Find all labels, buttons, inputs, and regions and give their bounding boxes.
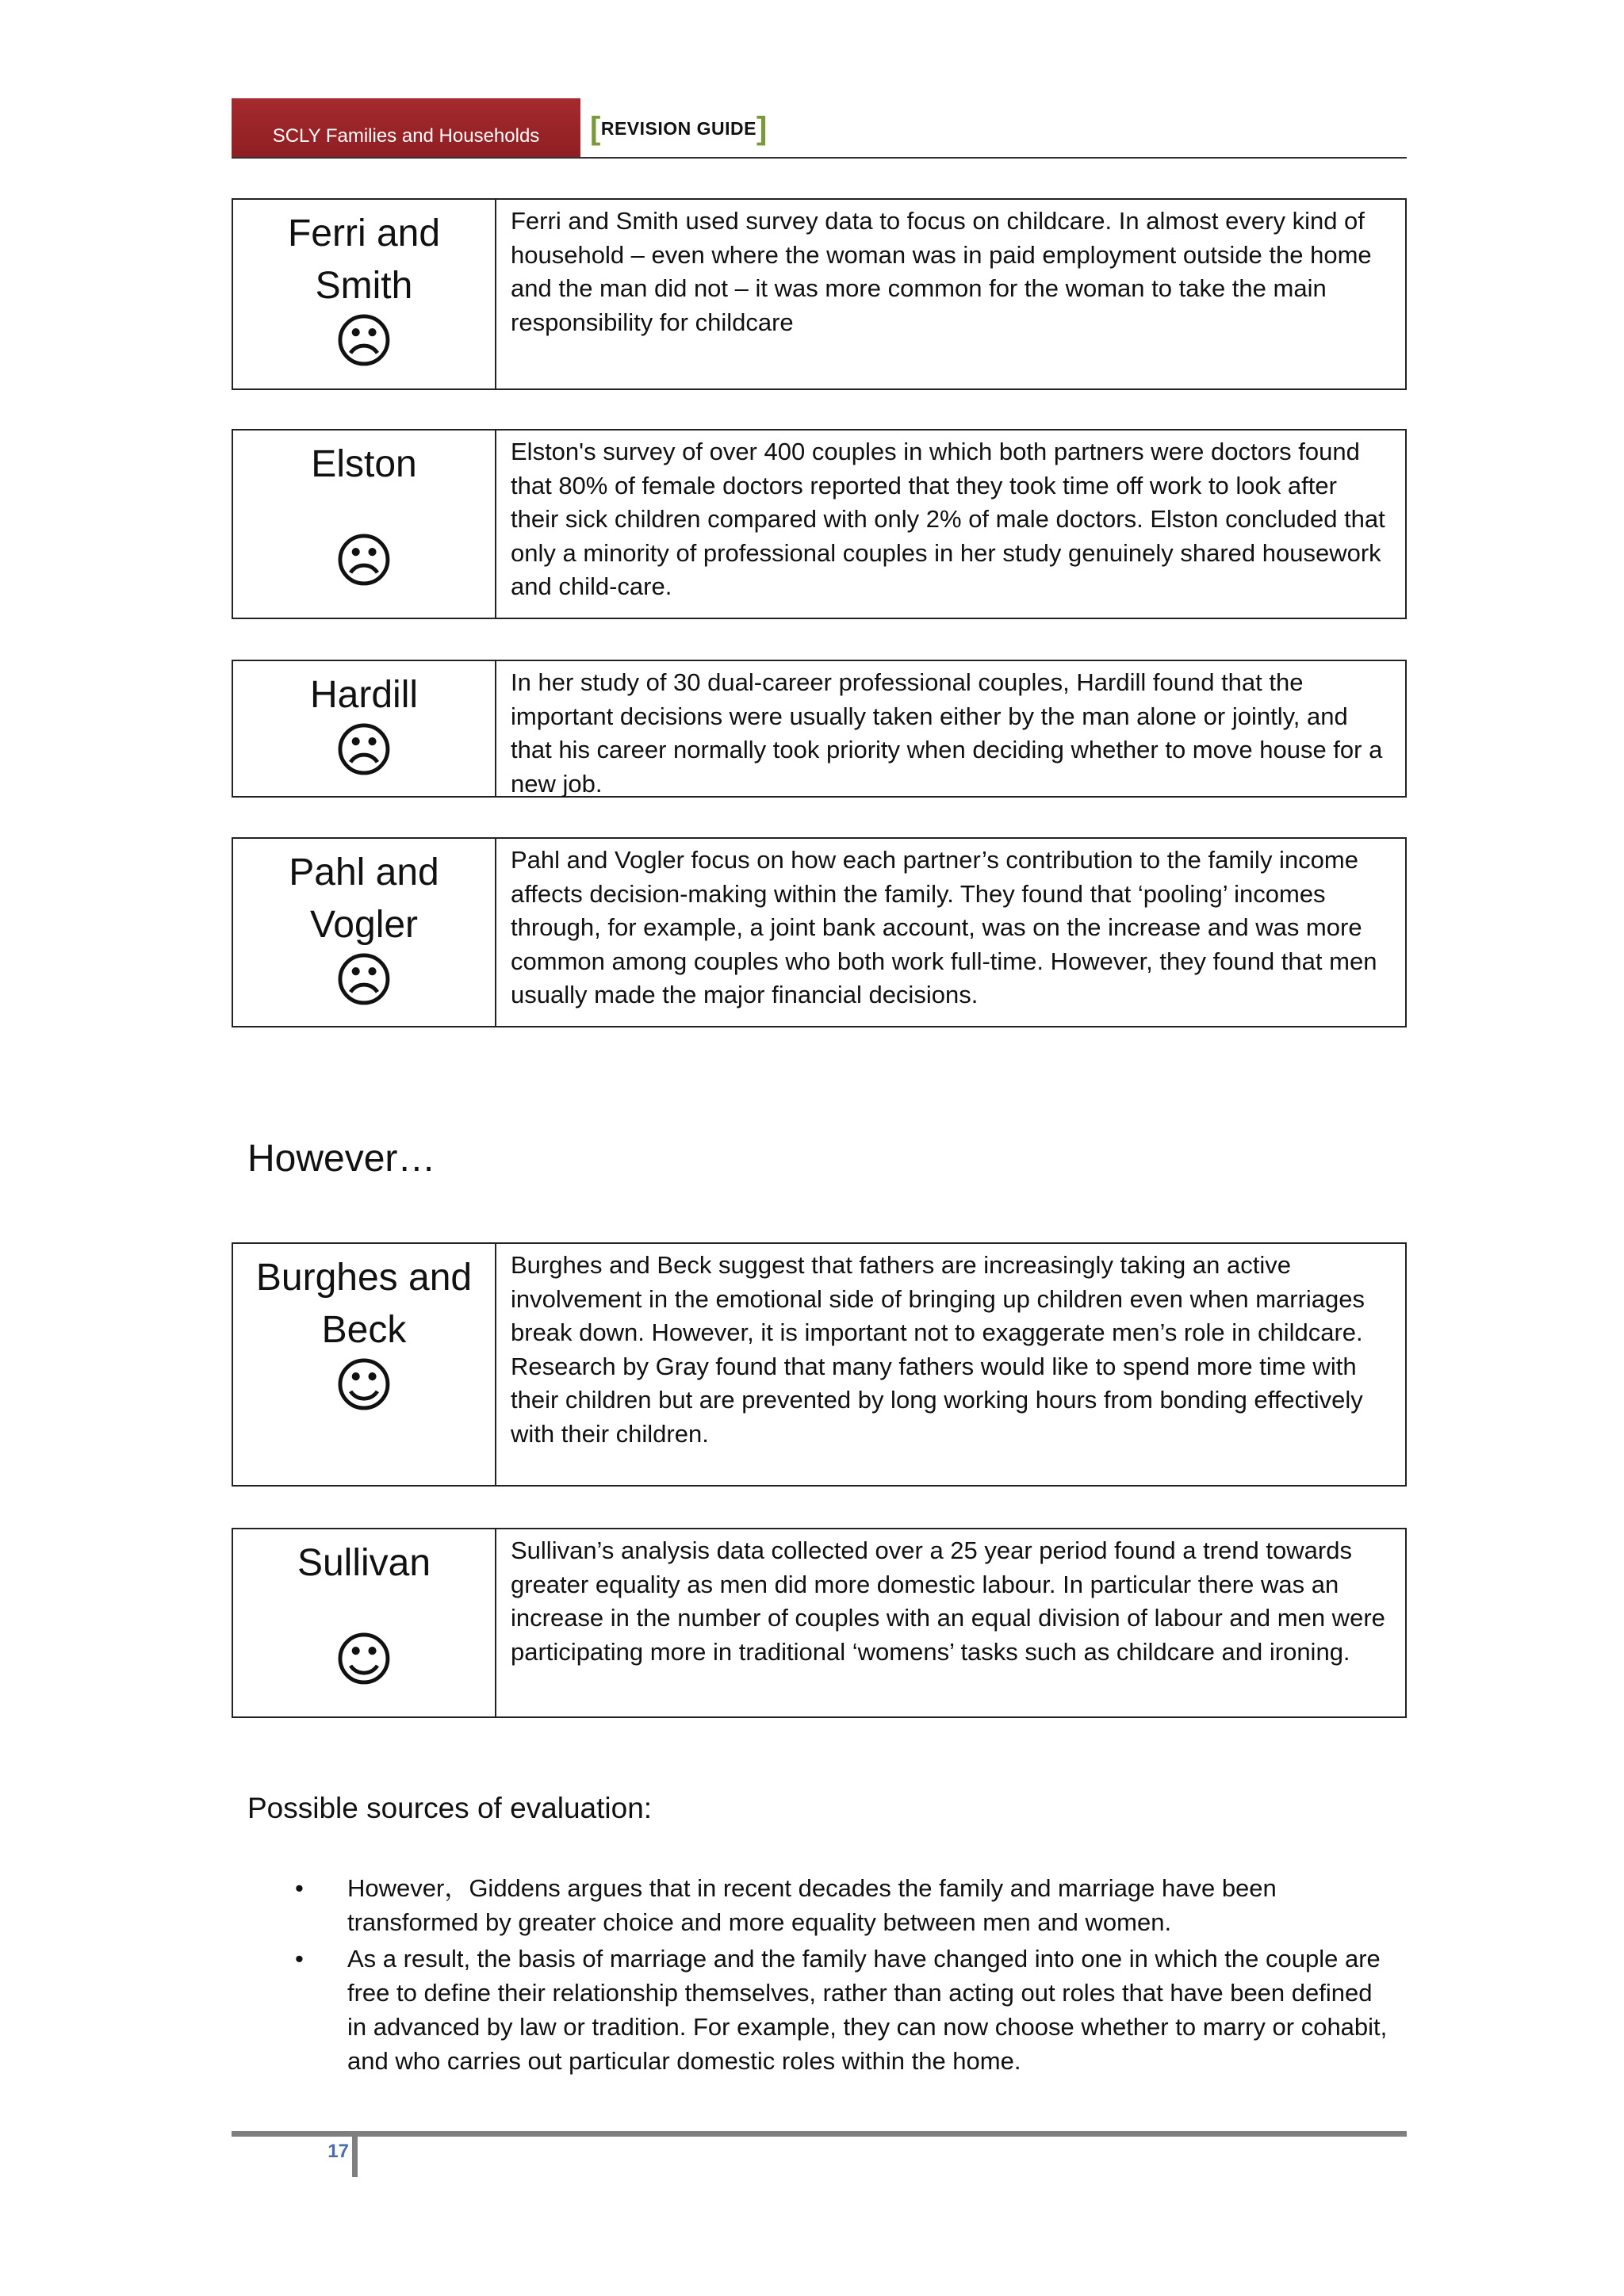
list-item-text: However，Giddens argues that in recent decades the family and marriage have been transformed by greater choice and more equality between men and women. xyxy=(347,1874,1277,1936)
study-name: Hardill xyxy=(309,674,419,716)
study-card-pahl-vogler xyxy=(232,837,1407,1027)
list-item xyxy=(295,1942,1389,2078)
evaluation-heading: Possible sources of evaluation: xyxy=(247,1792,653,1824)
guide-bracket-open: [ xyxy=(590,111,601,146)
study-name: Pahl and Vogler xyxy=(289,851,439,946)
page-header xyxy=(232,98,1407,159)
study-description: Ferri and Smith used survey data to focus on childcare. In almost every kind of household – even where the woman was in paid employment outside the home and the man did not – it was more common for the woman to take the main responsibility for childcare xyxy=(511,207,1372,336)
study-description: Elston's survey of over 400 couples in which both partners were doctors found that 80% of female doctors reported that they took time off work to look after their sick children compared with only 2% of male doctors. Elston concluded that only a minority of professional couples in her study genuinely shared housework and child-care. xyxy=(511,438,1385,600)
header-divider xyxy=(232,157,1407,159)
page-number: 17 xyxy=(327,2141,349,2162)
however-heading: However… xyxy=(247,1138,436,1180)
study-name: Elston xyxy=(311,443,417,485)
footer-divider xyxy=(232,2131,1407,2137)
study-name: Sullivan xyxy=(297,1542,431,1584)
smiley-face-icon: ☺ xyxy=(333,1352,395,1420)
sad-face-icon: ☹ xyxy=(333,717,395,785)
guide-label-text: REVISION GUIDE xyxy=(600,117,756,139)
study-name-cell xyxy=(233,1529,496,1716)
section-title: SCLY Families and Households xyxy=(232,98,580,159)
sad-face-icon: ☹ xyxy=(333,947,395,1015)
study-description: Burghes and Beck suggest that fathers are increasingly taking an active involvement in the emotional side of bringing up children even when marriages break down. However, it is important not to exaggerate men’s role in childcare. Research by Gray found that many fathers would like to spend more time with their children but are prevented by long working hours from bonding effectively with their children. xyxy=(511,1251,1365,1448)
sad-face-icon: ☹ xyxy=(333,527,395,595)
bullet-icon: • xyxy=(295,1874,304,1902)
study-name-cell xyxy=(233,200,496,388)
smiley-face-icon: ☺ xyxy=(333,1626,395,1694)
study-card-ferri-smith xyxy=(232,198,1407,390)
study-name: Ferri and Smith xyxy=(287,212,441,307)
footer-separator xyxy=(352,2131,358,2177)
study-card-hardill xyxy=(232,660,1407,798)
guide-bracket-close: ] xyxy=(756,111,768,146)
study-description: Sullivan’s analysis data collected over a 25 year period found a trend towards greater equality as men did more domestic labour. In particular there was an increase in the number of couples with an equal division of labour and men were participating more in traditional ‘womens’ tasks such as childcare and ironing. xyxy=(511,1536,1385,1666)
study-card-sullivan xyxy=(232,1528,1407,1718)
study-description: In her study of 30 dual-career professional couples, Hardill found that the important decisions were usually taken either by the man alone or jointly, and that his career normally took priority when deciding whether to move house for a new job. xyxy=(511,668,1383,798)
evaluation-list xyxy=(295,1871,1389,2080)
list-item xyxy=(295,1871,1389,1939)
list-item-text: As a result, the basis of marriage and the family have changed into one in which the couple are free to define their relationship themselves, rather than acting out roles that have been defined in advanced by law or tradition. For example, they can now choose whether to marry or cohabit, and who carries out particular domestic roles within the home. xyxy=(347,1945,1388,2075)
sad-face-icon: ☹ xyxy=(333,308,395,376)
study-name-cell xyxy=(233,839,496,1026)
study-card-elston xyxy=(232,429,1407,619)
study-name-cell xyxy=(233,661,496,796)
study-name-cell xyxy=(233,430,496,618)
study-description: Pahl and Vogler focus on how each partner’s contribution to the family income affects decision-making within the family. They found that ‘pooling’ incomes through, for example, a joint bank account, was on the increase and was more common among couples who both work full-time. However, they found that men usually made the major financial decisions. xyxy=(511,846,1377,1008)
study-card-burghes-beck xyxy=(232,1242,1407,1487)
guide-label xyxy=(590,108,768,149)
bullet-icon: • xyxy=(295,1945,304,1973)
study-name: Burghes and Beck xyxy=(255,1257,473,1351)
study-name-cell xyxy=(233,1244,496,1485)
